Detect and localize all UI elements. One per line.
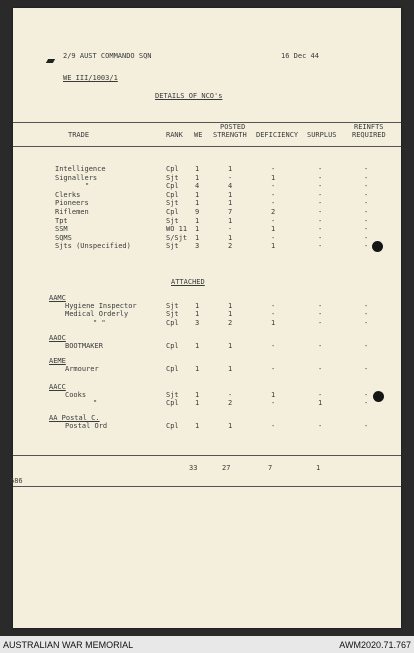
rank-cell: WO 11 bbox=[166, 225, 188, 234]
req-cell: - bbox=[364, 225, 369, 234]
col-reinfts-1: REINFTS bbox=[354, 123, 384, 131]
table-row bbox=[13, 234, 401, 242]
rank-cell: Cpl bbox=[166, 190, 179, 199]
def-cell: - bbox=[271, 365, 276, 373]
posted-cell: 1 bbox=[228, 199, 233, 208]
posted-cell: 2 bbox=[228, 318, 233, 327]
we-cell: 1 bbox=[195, 342, 200, 350]
req-cell: - bbox=[364, 399, 369, 408]
sur-cell: 1 bbox=[318, 399, 323, 408]
rank-cell: Sjt bbox=[166, 216, 179, 225]
def-cell: - bbox=[271, 233, 276, 242]
def-cell: 1 bbox=[271, 391, 276, 399]
col-rank: RANK bbox=[166, 131, 183, 139]
we-cell: 4 bbox=[195, 182, 200, 191]
rank-cell: Sjt bbox=[166, 391, 179, 399]
table-row bbox=[13, 365, 401, 373]
rank-cell: S/Sjt bbox=[166, 233, 188, 242]
trade-cell: Hygiene Inspector bbox=[65, 302, 137, 310]
footer-institution: AUSTRALIAN WAR MEMORIAL bbox=[3, 640, 134, 650]
document-page bbox=[10, 8, 401, 628]
req-cell: - bbox=[364, 365, 369, 373]
we-cell: 1 bbox=[195, 190, 200, 199]
def-cell: - bbox=[271, 190, 276, 199]
def-cell: 1 bbox=[271, 318, 276, 327]
req-cell: - bbox=[364, 422, 369, 430]
def-cell: - bbox=[271, 422, 276, 430]
sur-cell: - bbox=[318, 165, 323, 173]
col-deficiency: DEFICIENCY bbox=[256, 131, 299, 139]
sur-cell: - bbox=[318, 173, 323, 182]
table-row bbox=[13, 174, 401, 182]
def-cell: - bbox=[271, 302, 276, 310]
totals-rule-bottom bbox=[13, 486, 401, 487]
trade-cell: Clerks bbox=[55, 190, 81, 199]
def-cell: 2 bbox=[271, 208, 276, 216]
footer-accession: AWM2020.71.767 bbox=[339, 640, 411, 650]
trade-cell: Signallers bbox=[55, 173, 98, 182]
def-cell: 1 bbox=[271, 242, 276, 251]
sur-cell: - bbox=[318, 310, 323, 319]
sur-cell: - bbox=[318, 318, 323, 327]
table-row bbox=[13, 310, 401, 318]
we-cell: 1 bbox=[195, 173, 200, 182]
sur-cell: - bbox=[318, 233, 323, 242]
posted-cell: 1 bbox=[228, 165, 233, 173]
punch-hole-top bbox=[372, 241, 383, 252]
sur-cell: - bbox=[318, 190, 323, 199]
table-row bbox=[13, 242, 401, 250]
we-cell: 1 bbox=[195, 302, 200, 310]
table-row bbox=[13, 391, 401, 399]
corps-heading: AACC bbox=[49, 383, 66, 391]
def-cell: - bbox=[271, 399, 276, 408]
trade-cell: " bbox=[85, 182, 90, 191]
document-date: 16 Dec 44 bbox=[281, 52, 319, 60]
req-cell: - bbox=[364, 391, 369, 399]
punch-hole-bottom bbox=[373, 391, 384, 402]
sur-cell: - bbox=[318, 182, 323, 191]
def-cell: - bbox=[271, 199, 276, 208]
rank-cell: Cpl bbox=[166, 422, 179, 430]
posted-cell: 4 bbox=[228, 182, 233, 191]
we-cell: 9 bbox=[195, 208, 200, 216]
col-posted-1: POSTED bbox=[220, 123, 246, 131]
trade-cell: Sjts (Unspecified) bbox=[55, 242, 131, 251]
col-reinfts-2: REQUIRED bbox=[352, 131, 386, 139]
sur-cell: - bbox=[318, 422, 323, 430]
table-row bbox=[13, 208, 401, 216]
sur-cell: - bbox=[318, 342, 323, 350]
posted-cell: 2 bbox=[228, 399, 233, 408]
rank-cell: Cpl bbox=[166, 318, 179, 327]
trade-cell: " bbox=[93, 399, 98, 408]
posted-cell: 1 bbox=[228, 342, 233, 350]
trade-cell: SQMS bbox=[55, 233, 72, 242]
we-cell: 1 bbox=[195, 165, 200, 173]
col-surplus: SURPLUS bbox=[307, 131, 337, 139]
sur-cell: - bbox=[318, 365, 323, 373]
posted-cell: 1 bbox=[228, 302, 233, 310]
total-deficiency: 7 bbox=[268, 464, 273, 472]
table-row bbox=[13, 302, 401, 310]
arrow-mark bbox=[46, 59, 55, 63]
sur-cell: - bbox=[318, 391, 323, 399]
total-surplus: 1 bbox=[316, 464, 321, 472]
def-cell: - bbox=[271, 310, 276, 319]
req-cell: - bbox=[364, 233, 369, 242]
trade-cell: Pioneers bbox=[55, 199, 89, 208]
posted-cell: - bbox=[228, 225, 233, 234]
posted-cell: - bbox=[228, 391, 233, 399]
posted-cell: - bbox=[228, 173, 233, 182]
sur-cell: - bbox=[318, 302, 323, 310]
trade-cell: Intelligence bbox=[55, 165, 106, 173]
posted-cell: 1 bbox=[228, 190, 233, 199]
def-cell: - bbox=[271, 342, 276, 350]
posted-cell: 1 bbox=[228, 233, 233, 242]
table-row bbox=[13, 191, 401, 199]
def-cell: 1 bbox=[271, 225, 276, 234]
posted-cell: 1 bbox=[228, 216, 233, 225]
trade-cell: BOOTMAKER bbox=[65, 342, 103, 350]
we-cell: 1 bbox=[195, 365, 200, 373]
totals-rule-top bbox=[13, 455, 401, 456]
we-cell: 1 bbox=[195, 422, 200, 430]
req-cell: - bbox=[364, 342, 369, 350]
rank-cell: Cpl bbox=[166, 365, 179, 373]
req-cell: - bbox=[364, 190, 369, 199]
header-rule-bottom bbox=[13, 146, 401, 147]
we-cell: 1 bbox=[195, 233, 200, 242]
sur-cell: - bbox=[318, 225, 323, 234]
col-posted-2: STRENGTH bbox=[213, 131, 247, 139]
we-cell: 3 bbox=[195, 318, 200, 327]
we-cell: 1 bbox=[195, 199, 200, 208]
posted-cell: 1 bbox=[228, 365, 233, 373]
attached-title: ATTACHED bbox=[171, 278, 205, 286]
rank-cell: Cpl bbox=[166, 182, 179, 191]
rank-cell: Cpl bbox=[166, 342, 179, 350]
trade-cell: Medical Orderly bbox=[65, 310, 129, 319]
corps-heading: AA Postal C. bbox=[49, 414, 100, 422]
posted-cell: 7 bbox=[228, 208, 233, 216]
corps-heading: AAMC bbox=[49, 294, 66, 302]
req-cell: - bbox=[364, 302, 369, 310]
total-we: 33 bbox=[189, 464, 198, 472]
rank-cell: Sjt bbox=[166, 302, 179, 310]
posted-cell: 2 bbox=[228, 242, 233, 251]
we-cell: 1 bbox=[195, 391, 200, 399]
table-row bbox=[13, 319, 401, 327]
reference-number: WE III/1003/1 bbox=[63, 74, 118, 82]
we-cell: 3 bbox=[195, 242, 200, 251]
table-row bbox=[13, 399, 401, 407]
def-cell: 1 bbox=[271, 173, 276, 182]
req-cell: - bbox=[364, 318, 369, 327]
sur-cell: - bbox=[318, 208, 323, 216]
rank-cell: Sjt bbox=[166, 173, 179, 182]
posted-cell: 1 bbox=[228, 310, 233, 319]
table-row bbox=[13, 165, 401, 173]
req-cell: - bbox=[364, 208, 369, 216]
posted-cell: 1 bbox=[228, 422, 233, 430]
def-cell: - bbox=[271, 165, 276, 173]
table-row bbox=[13, 225, 401, 233]
margin-number: 686 bbox=[10, 477, 23, 485]
req-cell: - bbox=[364, 182, 369, 191]
table-row bbox=[13, 199, 401, 207]
header-rule-top bbox=[13, 122, 401, 123]
we-cell: 1 bbox=[195, 310, 200, 319]
sur-cell: - bbox=[318, 199, 323, 208]
trade-cell: SSM bbox=[55, 225, 68, 234]
rank-cell: Sjt bbox=[166, 199, 179, 208]
corps-heading: AAOC bbox=[49, 334, 66, 342]
total-posted: 27 bbox=[222, 464, 231, 472]
sur-cell: - bbox=[318, 216, 323, 225]
col-we: WE bbox=[194, 131, 203, 139]
trade-cell: Postal Ord bbox=[65, 422, 108, 430]
req-cell: - bbox=[364, 216, 369, 225]
sur-cell: - bbox=[318, 242, 323, 251]
req-cell: - bbox=[364, 310, 369, 319]
rank-cell: Sjt bbox=[166, 310, 179, 319]
trade-cell: Armourer bbox=[65, 365, 99, 373]
table-row bbox=[13, 342, 401, 350]
rank-cell: Cpl bbox=[166, 399, 179, 408]
req-cell: - bbox=[364, 199, 369, 208]
req-cell: - bbox=[364, 165, 369, 173]
trade-cell: Tpt bbox=[55, 216, 68, 225]
trade-cell: Cooks bbox=[65, 391, 87, 399]
document-title: DETAILS OF NCO's bbox=[155, 92, 223, 100]
rank-cell: Sjt bbox=[166, 242, 179, 251]
req-cell: - bbox=[364, 173, 369, 182]
table-row bbox=[13, 217, 401, 225]
def-cell: - bbox=[271, 216, 276, 225]
rank-cell: Cpl bbox=[166, 165, 179, 173]
corps-heading: AEME bbox=[49, 357, 66, 365]
def-cell: - bbox=[271, 182, 276, 191]
we-cell: 1 bbox=[195, 225, 200, 234]
we-cell: 1 bbox=[195, 216, 200, 225]
trade-cell: Riflemen bbox=[55, 208, 89, 216]
footer-bar bbox=[0, 636, 414, 653]
table-row bbox=[13, 422, 401, 430]
trade-cell: " " bbox=[93, 318, 106, 327]
unit-name: 2/9 AUST COMMANDO SQN bbox=[63, 52, 152, 60]
rank-cell: Cpl bbox=[166, 208, 179, 216]
col-trade: TRADE bbox=[68, 131, 90, 139]
req-cell: - bbox=[364, 242, 369, 251]
we-cell: 1 bbox=[195, 399, 200, 408]
table-row bbox=[13, 182, 401, 190]
